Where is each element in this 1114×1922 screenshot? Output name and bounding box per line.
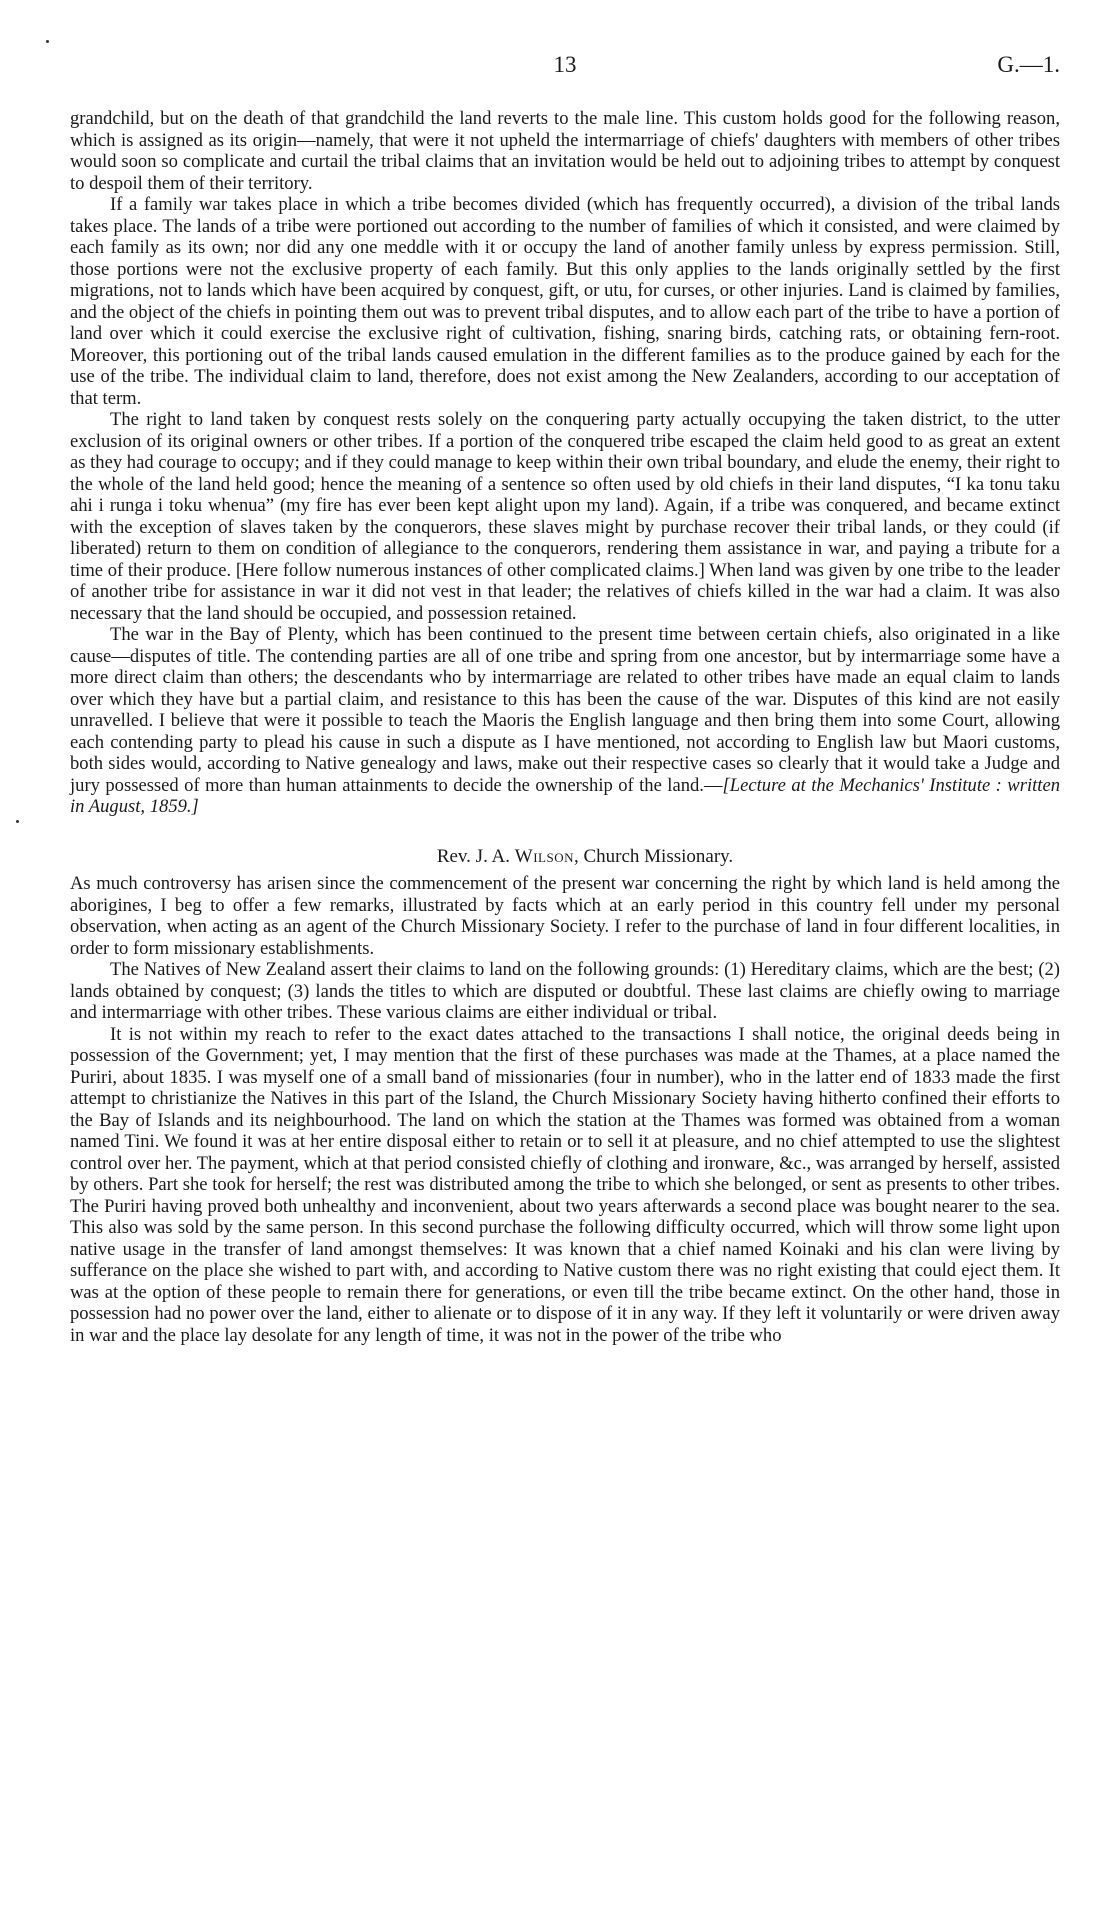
paragraph: The Natives of New Zealand assert their claims to land on the following grounds: (1) Hereditary claims, which are the best; (2) lands obtained by conquest; (3) lands the titles to which are disputed or doubtful. These last claims are chiefly owing to marriage and intermarriage with other tribes. These various claims are either individual or tribal. <box>70 959 1060 1023</box>
print-speck <box>46 40 49 43</box>
page-number: 13 <box>553 52 577 77</box>
heading-prefix: Rev. J. A. <box>436 845 511 867</box>
heading-suffix: , Church Missionary. <box>573 845 734 867</box>
paragraph: grandchild, but on the death of that grandchild the land reverts to the male line. This custom holds good for the following reason, which is assigned as its origin—namely, that were it not upheld the intermarriage of chiefs' daughters with members of other tribes would soon so complicate and curtail the tribal claims that an invitation would be held out to adjoining tribes to attempt by conquest to despoil them of their territory. <box>70 108 1060 194</box>
paragraph <box>70 624 1060 818</box>
document-reference: G.—1. <box>997 52 1060 77</box>
page-header <box>70 52 1060 82</box>
paragraph-text: The war in the Bay of Plenty, which has been continued to the present time between certain chiefs, also originated in a like cause—disputes of title. The contending parties are all of one tribe and spring from one ancestor, but by intermarriage some have a more direct claim than others; the descendants who by intermarriage are related to other tribes have made an equal claim to lands over which they have but a partial claim, and resistance to this has been the cause of the war. Disputes of this kind are not easily unravelled. I believe that were it possible to teach the Maoris the English language and then bring them into some Court, allowing each contending party to plead his cause in such a dispute as I have mentioned, not according to English law but Maori customs, both sides would, according to Native genealogy and laws, make out their respective cases so clearly that it would take a Judge and jury possessed of more than human attainments to decide the ownership of the land.— <box>70 624 1060 796</box>
print-speck <box>16 820 19 823</box>
paragraph: As much controversy has arisen since the commencement of the present war concerning the right by which land is held among the aborigines, I beg to offer a few remarks, illustrated by facts which at an early period in this country fell under my personal observation, when acting as an agent of the Church Missionary Society. I refer to the purchase of land in four different localities, in order to form missionary establishments. <box>70 873 1060 959</box>
paragraph: It is not within my reach to refer to the exact dates attached to the transactions I shall notice, the original deeds being in possession of the Government; yet, I may mention that the first of these purchases was made at the Thames, at a place named the Puriri, about 1835. I was myself one of a small band of missionaries (four in number), who in the latter end of 1833 made the first attempt to christianize the Natives in this part of the Island, the Church Missionary Society having hitherto confined their efforts to the Bay of Islands and its neighbourhood. The land on which the station at the Thames was formed was obtained from a woman named Tini. We found it was at her entire disposal either to retain or to sell it at pleasure, and no chief attempted to use the slightest control over her. The payment, which at that period consisted chiefly of clothing and ironware, &c., was arranged by herself, assisted by others. Part she took for herself; the rest was distributed among the tribe to which she belonged, or sent as presents to other tribes. The Puriri having proved both unhealthy and inconvenient, about two years afterwards a second place was bought nearer to the sea. This also was sold by the same person. In this second purchase the following difficulty occurred, which will throw some light upon native usage in the transfer of land amongst themselves: It was known that a chief named Koinaki and his clan were living by sufferance on the place she wished to part with, and according to Native custom there was no right existing that could eject them. It was at the option of these people to remain there for generations, or even till the tribe became extinct. On the other hand, those in possession had no power over the land, either to alienate or to dispose of it in any way. If they left it voluntarily or were driven away in war and the place lay desolate for any length of time, it was not in the power of the tribe who <box>70 1023 1060 1346</box>
heading-name: Wilson <box>514 845 574 867</box>
body-text <box>70 108 1060 1346</box>
paragraph: The right to land taken by conquest rests solely on the conquering party actually occupying the taken district, to the utter exclusion of its original owners or other tribes. If a portion of the conquered tribe escaped the claim held good to as great an extent as they had courage to occupy; and if they could manage to keep within their own tribal boundary, and elude the enemy, their right to the whole of the land held good; hence the meaning of a sentence so often used by old chiefs in their land disputes, “I ka tonu taku ahi i runga i toku whenua” (my fire has ever been kept alight upon my land). Again, if a tribe was conquered, and became extinct with the exception of slaves taken by the conquerors, these slaves might by purchase recover their tribal lands, or they could (if liberated) return to them on condition of allegiance to the conquerors, rendering them assistance in war, and paying a tribute for a time of their produce. [Here follow numerous instances of other complicated claims.] When land was given by one tribe to the leader of another tribe for assistance in war it did not vest in that leader; the relatives of chiefs killed in the war had a claim. It was also necessary that the land should be occupied, and possession retained. <box>70 409 1060 624</box>
section-heading <box>70 846 1060 868</box>
paragraph: If a family war takes place in which a tribe becomes divided (which has frequently occurred), a division of the tribal lands takes place. The lands of a tribe were portioned out according to the number of families of which it consisted, and were claimed by each family as its own; nor did any one meddle with it or occupy the land of another family unless by express permission. Still, those portions were not the exclusive property of each family. But this only applies to the lands originally settled by the first migrations, not to lands which have been acquired by conquest, gift, or utu, for curses, or other injuries. Land is claimed by families, and the object of the chiefs in pointing them out was to prevent tribal disputes, and to allow each part of the tribe to have a portion of land over which it could exercise the exclusive right of cultivation, fishing, snaring birds, catching rats, or obtaining fern-root. Moreover, this portioning out of the tribal lands caused emulation in the different families as to the produce gained by each for the use of the tribe. The individual claim to land, therefore, does not exist among the New Zealanders, according to our acceptation of that term. <box>70 194 1060 409</box>
citation: [Lecture at the Mechanics' Institute : written in August, 1859.] <box>70 774 1060 817</box>
